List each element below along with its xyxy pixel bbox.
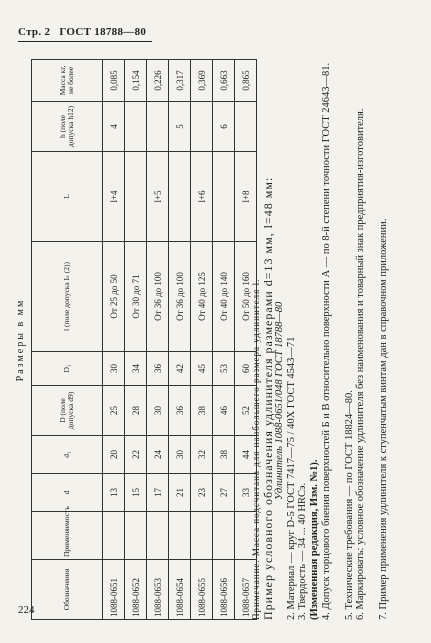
table-row <box>103 60 125 620</box>
cell-l: От 50 до 160 <box>235 242 257 352</box>
page-header <box>18 26 152 38</box>
cell-designation: 1088-0652 <box>125 560 147 620</box>
cell-designation: 1088-0657 <box>235 560 257 620</box>
cell-L: l+6 <box>191 152 213 242</box>
cell-L: l+8 <box>235 152 257 242</box>
cell-D: 52 <box>235 386 257 436</box>
cell-h <box>147 102 169 152</box>
cell-d: 21 <box>169 474 191 512</box>
cell-d1: 38 <box>213 436 235 474</box>
note-example-use: 7. Пример применения удлинителя к ступенчатым винтам дан в справочном приложении. <box>378 218 390 620</box>
cell-d1: 24 <box>147 436 169 474</box>
cell-l: От 30 до 71 <box>125 242 147 352</box>
cell-D: 36 <box>169 386 191 436</box>
cell-mass: 0,369 <box>191 60 213 102</box>
note-material: 2. Материал — круг D-5 ГОСТ 7417—75 / 40Х ГОСТ 4543—71 <box>285 336 297 620</box>
cell-d: 27 <box>213 474 235 512</box>
cell-d: 17 <box>147 474 169 512</box>
cell-mass: 0,317 <box>169 60 191 102</box>
header-rule <box>18 41 152 42</box>
example-designation: Удлинитель 1088-0651/048 ГОСТ 18788—80 <box>274 301 286 500</box>
cell-h <box>191 102 213 152</box>
cell-d1: 22 <box>125 436 147 474</box>
note-marking: 6. Маркировать: условное обозначение удлинителя без наименования и товарный знак предприятия-изготовителя. <box>355 108 367 620</box>
cell-d: 23 <box>191 474 213 512</box>
cell-d1: 20 <box>103 436 125 474</box>
standard-number: ГОСТ 18788—80 <box>59 26 147 38</box>
cell-mass: 0,154 <box>125 60 147 102</box>
cell-mass: 0,865 <box>235 60 257 102</box>
col-header: L <box>32 152 103 242</box>
table-row <box>191 60 213 620</box>
table-row <box>213 60 235 620</box>
cell-L <box>213 152 235 242</box>
col-header: D₁ <box>32 352 103 386</box>
example-intro: Пример условного обозначения удлинителя размерами d=13 мм, l=48 мм: <box>260 176 275 620</box>
cell-d: 15 <box>125 474 147 512</box>
dimensions-table <box>31 59 257 620</box>
cell-l: От 36 до 100 <box>169 242 191 352</box>
cell-L: l+5 <box>147 152 169 242</box>
cell-h: 5 <box>169 102 191 152</box>
col-header: Применяемость <box>32 512 103 560</box>
table-header-row <box>32 60 103 620</box>
cell-designation: 1088-0656 <box>213 560 235 620</box>
cell-applicability <box>169 512 191 560</box>
cell-applicability <box>147 512 169 560</box>
cell-designation: 1088-0651 <box>103 560 125 620</box>
note-hardness: 3. Твердость — 34 ... 40 HRCэ. <box>297 482 309 620</box>
cell-applicability <box>213 512 235 560</box>
cell-designation: 1088-0655 <box>191 560 213 620</box>
page-label: Стр. 2 <box>18 26 51 38</box>
cell-D1: 34 <box>125 352 147 386</box>
cell-d1: 32 <box>191 436 213 474</box>
table-row <box>125 60 147 620</box>
col-header: D (поле допуска d9) <box>32 386 103 436</box>
cell-l: От 40 до 125 <box>191 242 213 352</box>
cell-L <box>125 152 147 242</box>
cell-d1: 44 <box>235 436 257 474</box>
cell-h: 6 <box>213 102 235 152</box>
cell-mass: 0,226 <box>147 60 169 102</box>
cell-l: От 40 до 140 <box>213 242 235 352</box>
cell-h: 4 <box>103 102 125 152</box>
cell-designation: 1088-0653 <box>147 560 169 620</box>
cell-D: 25 <box>103 386 125 436</box>
cell-d1: 30 <box>169 436 191 474</box>
cell-D1: 42 <box>169 352 191 386</box>
col-header: h (поле допуска h12) <box>32 102 103 152</box>
cell-D: 30 <box>147 386 169 436</box>
note-runout: 4. Допуск торцового биения поверхностей Б и В относительно поверхности А — по 8-й степени точности ГОСТ 24643—81. <box>320 62 332 620</box>
cell-D: 28 <box>125 386 147 436</box>
notes-block <box>251 60 390 620</box>
cell-mass: 0,663 <box>213 60 235 102</box>
cell-D1: 30 <box>103 352 125 386</box>
cell-D1: 53 <box>213 352 235 386</box>
cell-l: От 25 до 50 <box>103 242 125 352</box>
col-header: d <box>32 474 103 512</box>
table-caption: Размеры в мм <box>15 298 26 382</box>
cell-l: От 36 до 100 <box>147 242 169 352</box>
cell-d: 33 <box>235 474 257 512</box>
cell-D: 46 <box>213 386 235 436</box>
cell-designation: 1088-0654 <box>169 560 191 620</box>
note-tech: 5. Технические требования — по ГОСТ 18824—80. <box>343 390 355 620</box>
table-row <box>169 60 191 620</box>
cell-D: 38 <box>191 386 213 436</box>
cell-applicability <box>103 512 125 560</box>
cell-applicability <box>191 512 213 560</box>
note-revision: (Измененная редакция, Изм. №1). <box>308 459 320 620</box>
page-number: 224 <box>18 604 35 616</box>
cell-h <box>125 102 147 152</box>
cell-mass: 0,085 <box>103 60 125 102</box>
col-header: l (поле допуска Iₛ (2)) <box>32 242 103 352</box>
cell-D1: 45 <box>191 352 213 386</box>
cell-D1: 36 <box>147 352 169 386</box>
cell-applicability <box>125 512 147 560</box>
col-header: Обозначения <box>32 560 103 620</box>
cell-d: 13 <box>103 474 125 512</box>
col-header: Масса кг, не более <box>32 60 103 102</box>
table-row <box>147 60 169 620</box>
table-note: Примечание. Масса подсчитана для наибольшего размера удлинителя l. <box>251 278 261 620</box>
cell-L: l+4 <box>103 152 125 242</box>
rotated-content <box>15 60 410 620</box>
col-header: d₁ <box>32 436 103 474</box>
cell-D1: 60 <box>235 352 257 386</box>
cell-L <box>169 152 191 242</box>
